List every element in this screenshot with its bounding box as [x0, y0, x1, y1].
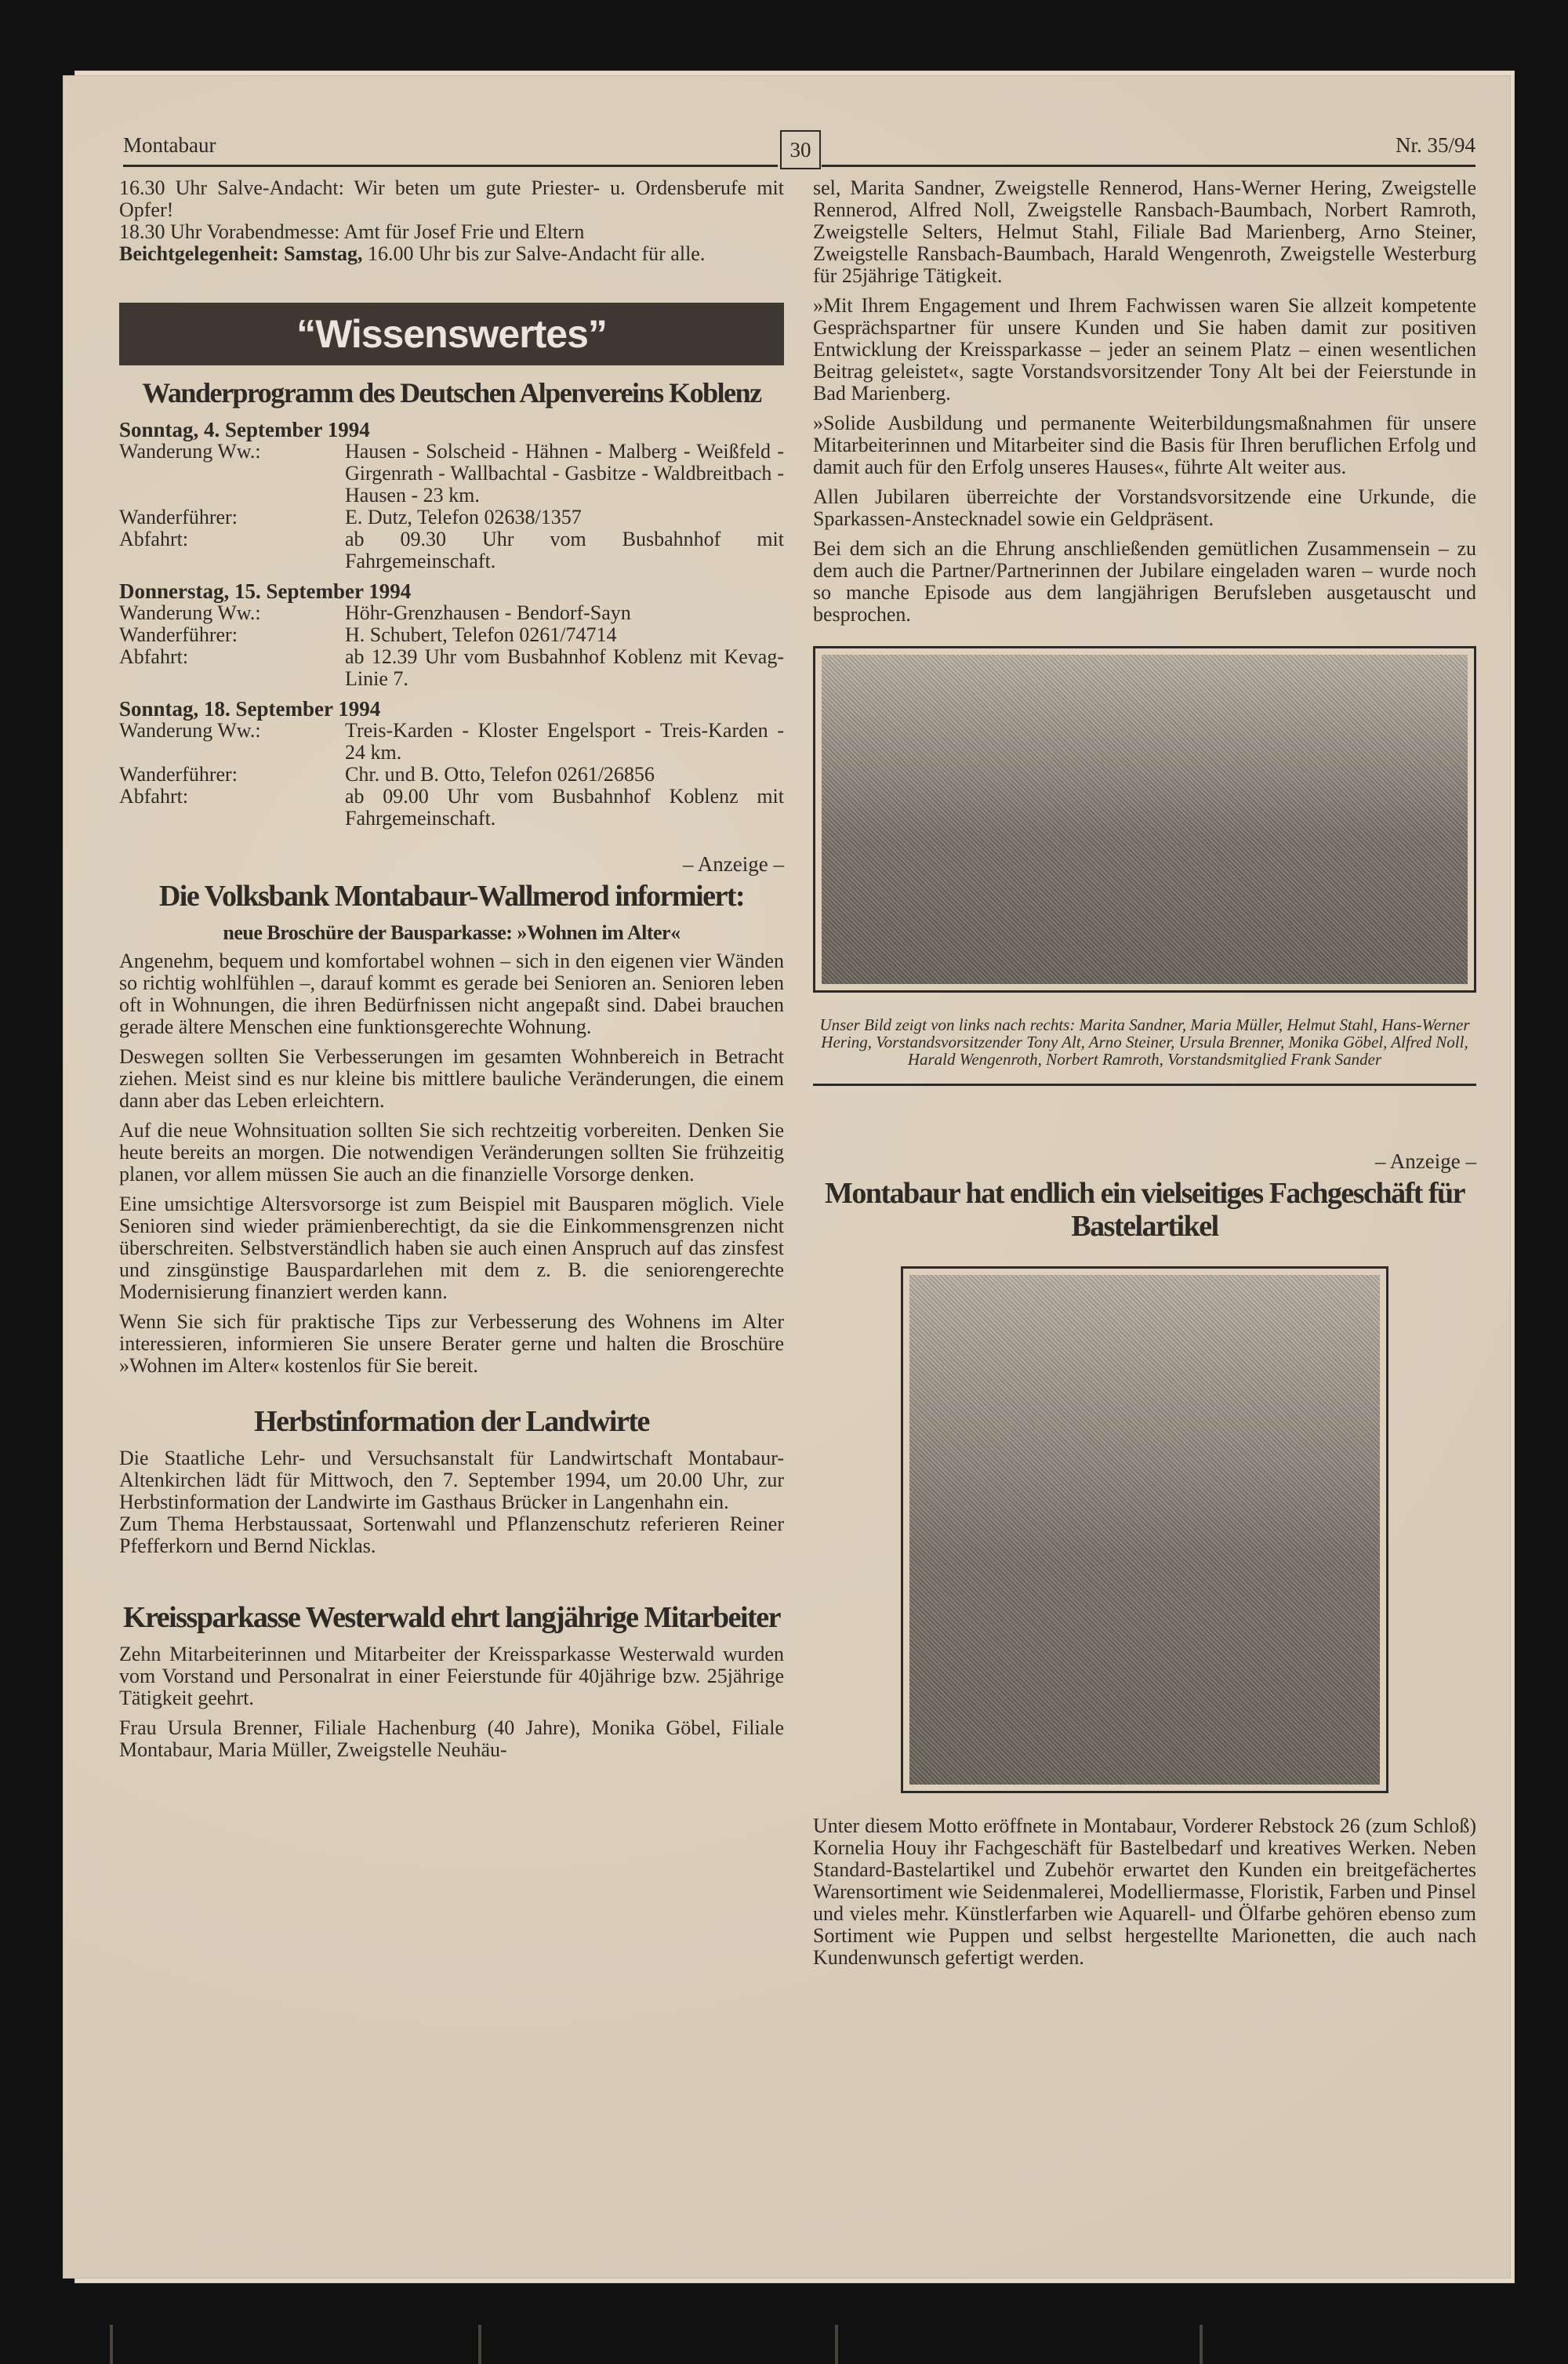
hiking-row-label: Wanderung Ww.:	[119, 440, 261, 463]
farmers-paragraph-1: Die Staatliche Lehr- und Versuchsanstalt für Landwirtschaft Montabaur-Altenkirchen lädt für Mittwoch, den 7. September 1994, um 20.00 Uhr, zur Herbstinformation der Landwirte im Gasthaus Brücker in Langenhahn ein.	[119, 1447, 784, 1513]
shop-photo-image	[909, 1275, 1380, 1785]
right-column	[813, 177, 1476, 1977]
hiking-event-date: Sonntag, 4. September 1994	[119, 418, 370, 441]
sparkasse-paragraph-1: Zehn Mitarbeiterinnen und Mitarbeiter der Kreissparkasse Westerwald wurden vom Vorstand und Personalrat in einer Feierstunde für 40jährige bzw. 25jährige Tätigkeit geehrt.	[119, 1643, 784, 1709]
farmers-title: Herbstinformation der Landwirte	[254, 1405, 649, 1438]
hiking-row-value: ab 09.00 Uhr vom Busbahnhof Koblenz mit Fahrgemeinschaft.	[345, 785, 784, 830]
volksbank-paragraph: Angenehm, bequem und komfortabel wohnen – sich in den eigenen vier Wänden so richtig wohlfühlen –, darauf kommt es gerade bei Senioren an. Senioren leben oft in Wohnungen, die ihren Bedürfnissen nicht angepaßt sind. Dabei brauchen gerade ältere Menschen eine funktionsgerechte Wohnung.	[119, 950, 784, 1038]
craft-shop-photo	[901, 1266, 1388, 1793]
hiking-row-label: Abfahrt:	[119, 645, 189, 668]
hiking-row-value: H. Schubert, Telefon 0261/74714	[345, 623, 617, 646]
hiking-row-label: Abfahrt:	[119, 528, 189, 550]
intro-line-2: 18.30 Uhr Vorabendmesse: Amt für Josef Frie und Eltern	[119, 220, 585, 243]
page-number: 30	[780, 130, 821, 169]
volksbank-subtitle: neue Broschüre der Bausparkasse: »Wohnen im Alter«	[223, 921, 681, 944]
hiking-row-label: Wanderung Ww.:	[119, 601, 261, 624]
section-banner: “Wissenswertes”	[119, 303, 784, 365]
sparkasse-paragraph-5: Allen Jubilaren überreichte der Vorstandsvorsitzende eine Urkunde, die Sparkassen-Anstecknadel sowie ein Geldpräsent.	[813, 485, 1476, 530]
hiking-row-value: Treis-Karden - Kloster Engelsport - Treis-Karden - 24 km.	[345, 719, 784, 764]
hiking-event-date: Sonntag, 18. September 1994	[119, 697, 381, 721]
issue-number: Nr. 35/94	[1395, 133, 1475, 157]
sparkasse-group-photo	[813, 646, 1476, 993]
confession-notice	[119, 243, 784, 265]
volksbank-title: Die Volksbank Montabaur-Wallmerod informiert:	[158, 880, 745, 913]
hiking-row-value: Höhr-Grenzhausen - Bendorf-Sayn	[345, 601, 631, 624]
section-divider	[813, 1084, 1476, 1086]
hiking-event-row	[119, 528, 784, 572]
craft-shop-title: Montabaur hat endlich ein vielseitiges Fachgeschäft für Bastelartikel	[824, 1177, 1465, 1243]
hiking-row-label: Wanderführer:	[119, 763, 238, 786]
hiking-event	[119, 698, 784, 830]
hiking-row-label: Wanderführer:	[119, 506, 238, 528]
hiking-event-row	[119, 786, 784, 830]
sparkasse-paragraph-2-cont: sel, Marita Sandner, Zweigstelle Rennerod, Hans-Werner Hering, Zweigstelle Rennerod, Alfred Noll, Zweigstelle Ransbach-Baumbach, Norbert Ramroth, Zweigstelle Selters, Helmut Stahl, Filiale Bad Marienberg, Arno Steiner, Zweigstelle Ransbach-Baumbach, Harald Wengenroth, Zweigstelle Westerburg für 25jährige Tätigkeit.	[813, 176, 1476, 287]
group-photo-image	[822, 655, 1468, 984]
confession-text: 16.00 Uhr bis zur Salve-Andacht für alle.	[362, 242, 706, 265]
hiking-row-value: Hausen - Solscheid - Hähnen - Malberg - Weißfeld - Girgenrath - Wallbachtal - Gasbitze - Waldbreitbach - Hausen - 23 km.	[345, 440, 784, 507]
hiking-title: Wanderprogramm des Deutschen Alpenvereins Koblenz	[142, 377, 761, 409]
hiking-row-label: Wanderführer:	[119, 623, 238, 646]
hiking-row-value: ab 12.39 Uhr vom Busbahnhof Koblenz mit Kevag-Linie 7.	[345, 645, 784, 690]
sparkasse-paragraph-6: Bei dem sich an die Ehrung anschließenden gemütlichen Zusammensein – zu dem auch die Partner/Partnerinnen der Jubilare eingeladen waren – wurde noch so manche Episode aus dem langjährigen Berufsleben ausgetauscht und besprochen.	[813, 537, 1476, 626]
volksbank-paragraph: Deswegen sollten Sie Verbesserungen im gesamten Wohnbereich in Betracht ziehen. Meist sind es nur kleine bis mittlere bauliche Veränderungen, die einem dann aber das Leben erleichtern.	[119, 1045, 784, 1112]
hiking-event-row	[119, 507, 784, 528]
volksbank-paragraph: Eine umsichtige Altersvorsorge ist zum Beispiel mit Bausparen möglich. Viele Senioren sind wieder prämienberechtigt, da sie die Einkommensgrenzen nicht überschreiten. Selbstverständlich haben sie auch einen Anspruch auf das zinsfest und zinsgünstige Bauspardarlehen mit dem z. B. die seniorengerechte Modernisierung finanziert werden kann.	[119, 1193, 784, 1303]
hiking-row-value: ab 09.30 Uhr vom Busbahnhof mit Fahrgemeinschaft.	[345, 528, 784, 572]
sparkasse-paragraph-3: »Mit Ihrem Engagement und Ihrem Fachwissen waren Sie allzeit kompetente Gesprächspartner für unsere Kunden und Sie haben damit zur positiven Entwicklung der Kreissparkasse – jeder an seinem Platz – einen wesentlichen Beitrag geleistet«, sagte Vorstandsvorsitzender Tony Alt bei der Feierstunde in Bad Marienberg.	[813, 294, 1476, 405]
farmers-paragraph-2: Zum Thema Herbstaussaat, Sortenwahl und Pflanzenschutz referieren Reiner Pfefferkorn und Bernd Nicklas.	[119, 1512, 784, 1557]
sparkasse-paragraph-4: »Solide Ausbildung und permanente Weiterbildungsmaßnahmen für unsere Mitarbeiterinnen und Mitarbeiter sind die Basis für Ihren beruflichen Erfolg und damit auch für den Erfolg unseres Hauses«, führte Alt weiter aus.	[813, 412, 1476, 478]
intro-line-1: 16.30 Uhr Salve-Andacht: Wir beten um gute Priester- u. Ordensberufe mit Opfer!	[119, 176, 784, 221]
volksbank-body	[119, 950, 784, 1377]
hiking-event-row	[119, 441, 784, 507]
left-column	[119, 177, 784, 1769]
hiking-event-row	[119, 720, 784, 764]
craft-shop-paragraph: Unter diesem Motto eröffnete in Montabaur, Vorderer Rebstock 26 (zum Schloß) Kornelia Houy ihr Fachgeschäft für Bastelbedarf und kreatives Werken. Neben Standard-Bastelartikel und Zubehör erwartet den Kunden ein breitgefächertes Warensortiment wie Seidenmalerei, Modelliermasse, Floristik, Farben und Pinsel und vieles mehr. Künstlerfarben wie Aquarell- und Ölfarbe gehören ebenso zum Sortiment wie Puppen und selbst hergestellte Marionetten, die auch nach Kundenwunsch gefertigt werden.	[813, 1814, 1476, 1969]
hiking-row-value: E. Dutz, Telefon 02638/1357	[345, 506, 582, 528]
church-notice	[119, 177, 784, 265]
hiking-schedule	[119, 419, 784, 830]
hiking-event-row	[119, 764, 784, 786]
volksbank-paragraph: Auf die neue Wohnsituation sollten Sie sich rechtzeitig vorbereiten. Denken Sie heute bereits an morgen. Die notwendigen Veränderungen sollten Sie frühzeitig planen, vor allem müssen Sie auch an die finanzielle Vorsorge denken.	[119, 1119, 784, 1186]
hiking-row-value: Chr. und B. Otto, Telefon 0261/26856	[345, 763, 655, 786]
hiking-event	[119, 419, 784, 572]
confession-label: Beichtgelegenheit: Samstag,	[119, 242, 363, 265]
hiking-event-row	[119, 624, 784, 646]
sparkasse-paragraph-2-start: Frau Ursula Brenner, Filiale Hachenburg (40 Jahre), Monika Göbel, Filiale Montabaur, Maria Müller, Zweigstelle Neuhäu-	[119, 1716, 784, 1761]
hiking-row-label: Abfahrt:	[119, 785, 189, 808]
hiking-event	[119, 580, 784, 690]
page-header	[123, 130, 1475, 168]
hiking-event-row	[119, 602, 784, 624]
hiking-event-row	[119, 646, 784, 690]
volksbank-paragraph: Wenn Sie sich für praktische Tips zur Verbesserung des Wohnens im Alter interessieren, informieren Sie unsere Berater gerne und halten die Broschüre »Wohnen im Alter« kostenlos für Sie bereit.	[119, 1310, 784, 1377]
hiking-row-label: Wanderung Ww.:	[119, 719, 261, 742]
photo-caption: Unser Bild zeigt von links nach rechts: Marita Sandner, Maria Müller, Helmut Stahl, Hans-Werner Hering, Vorstandsvorsitzender Tony Alt, Arno Steiner, Ursula Brenner, Monika Göbel, Alfred Noll, Harald Wengenroth, Norbert Ramroth, Vorstandsmitglied Frank Sander	[819, 1015, 1470, 1069]
header-rule-right	[822, 165, 1475, 167]
sparkasse-title: Kreissparkasse Westerwald ehrt langjährige Mitarbeiter	[123, 1601, 780, 1634]
craft-shop-ad-label: – Anzeige –	[1375, 1149, 1476, 1173]
hiking-event-date: Donnerstag, 15. September 1994	[119, 579, 412, 603]
header-rule-left	[123, 165, 778, 167]
header-place: Montabaur	[123, 133, 216, 157]
volksbank-ad-label: – Anzeige –	[683, 852, 784, 876]
